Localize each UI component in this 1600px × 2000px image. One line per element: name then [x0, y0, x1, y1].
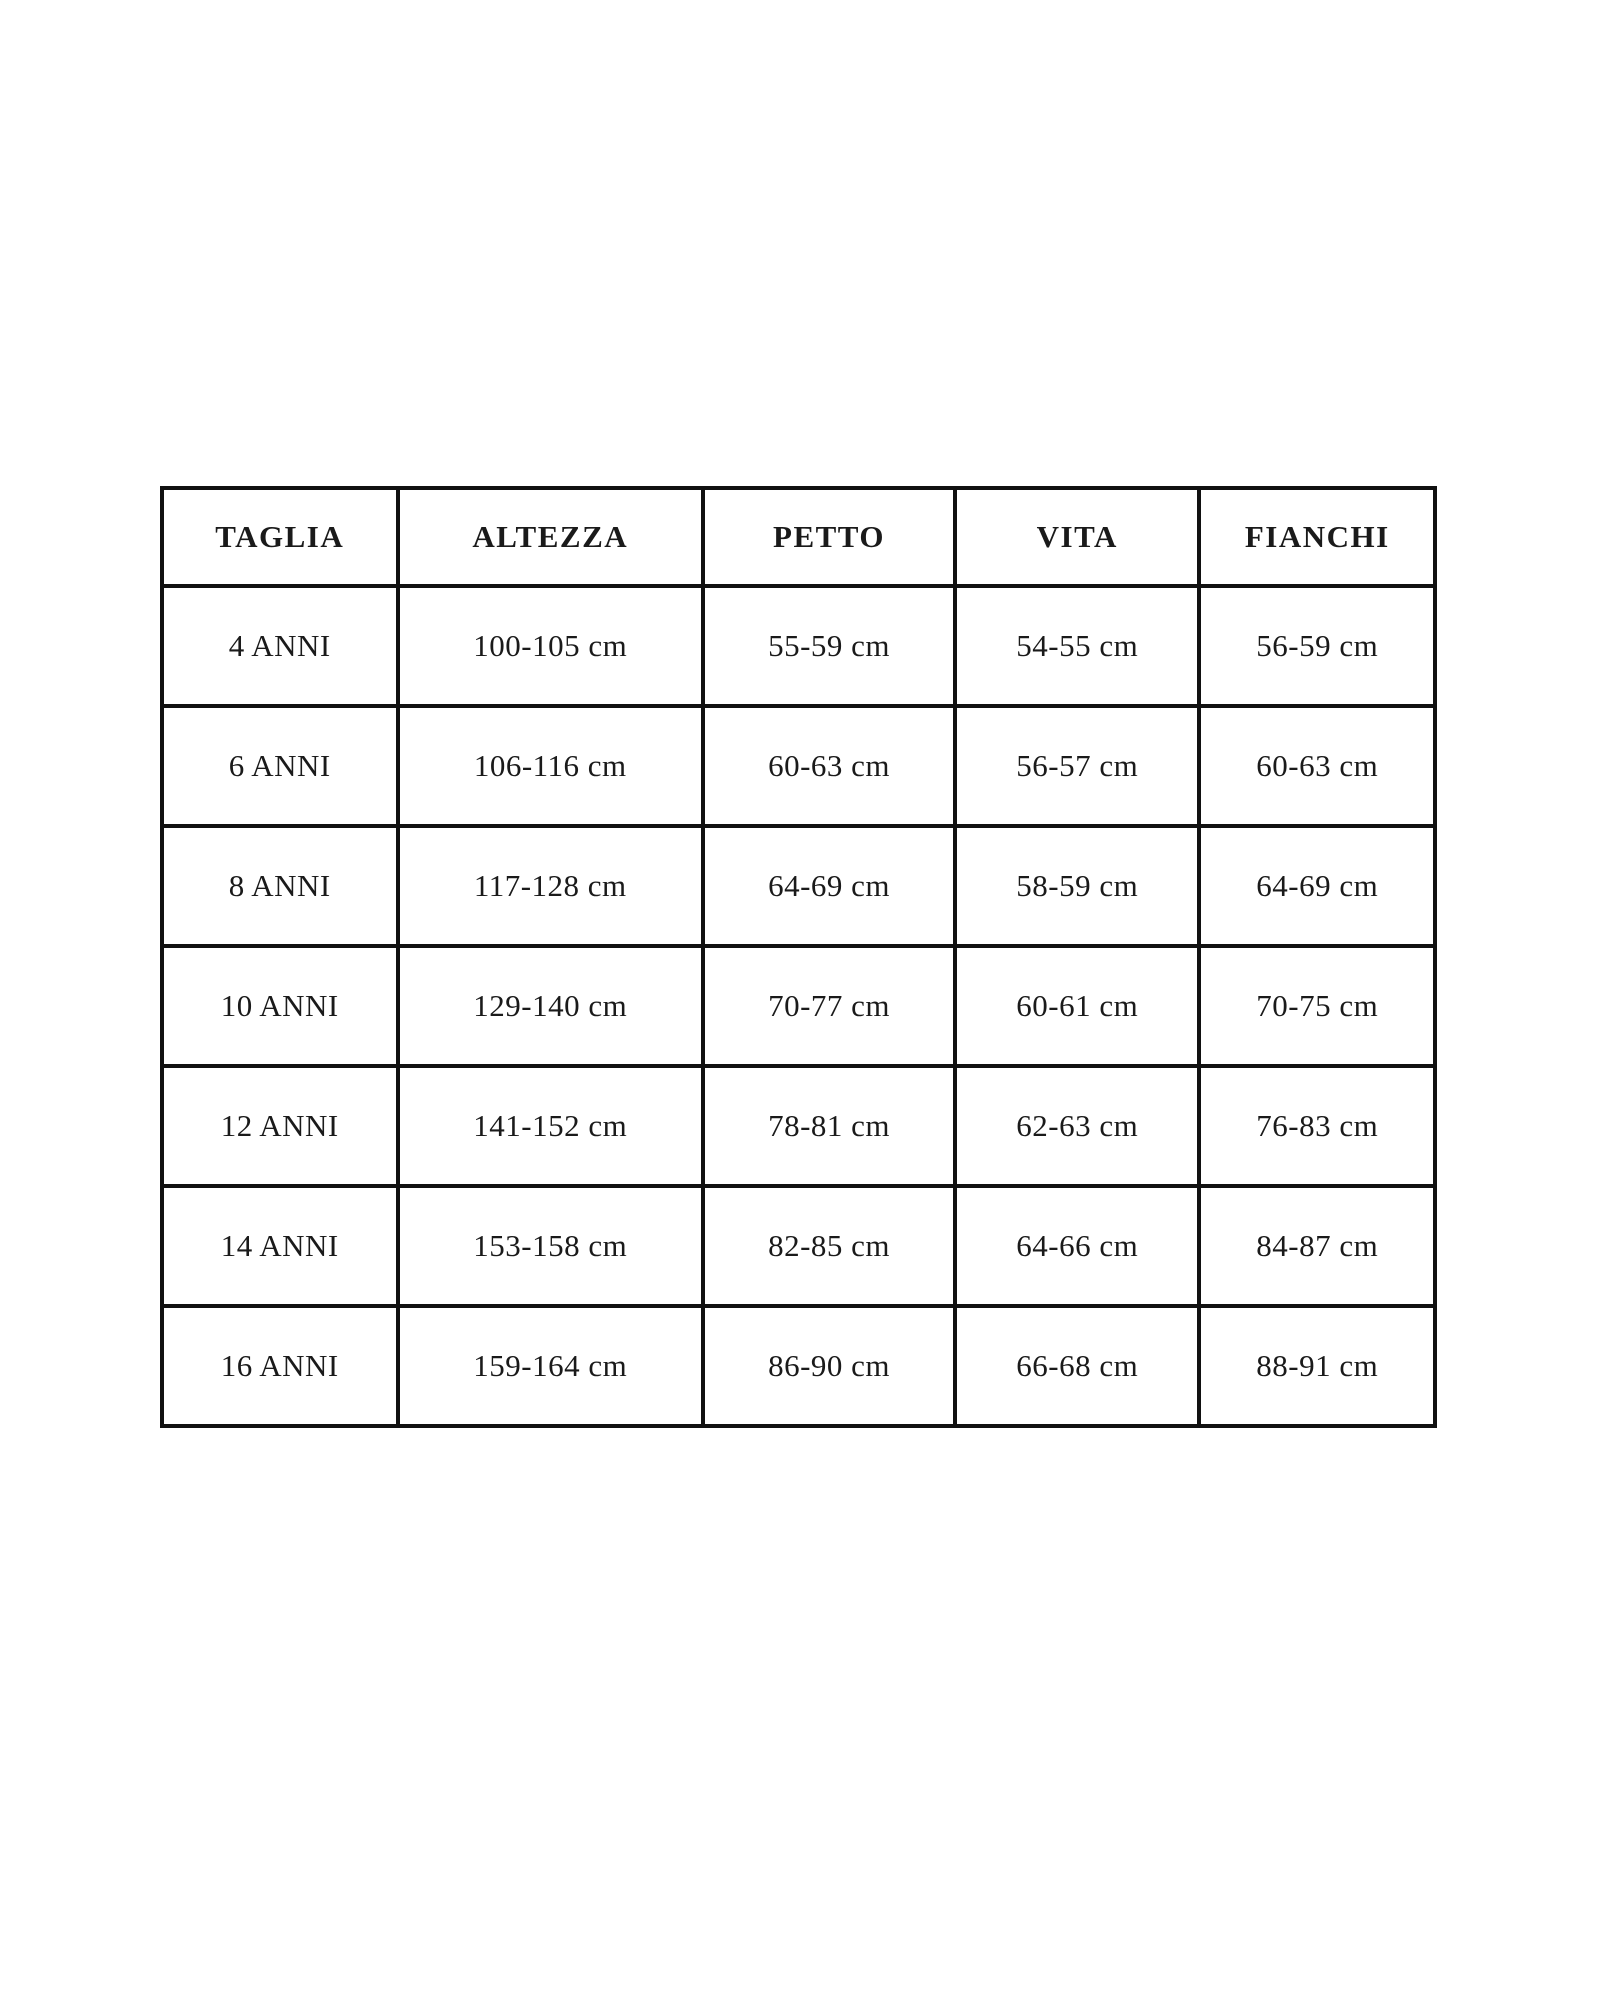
size-chart-header: [162, 488, 1435, 586]
cell-vita: 60-61 cm: [955, 946, 1199, 1066]
table-row: [162, 946, 1435, 1066]
size-chart-body: [162, 586, 1435, 1426]
table-row: [162, 706, 1435, 826]
cell-vita: 58-59 cm: [955, 826, 1199, 946]
header-altezza: ALTEZZA: [398, 488, 704, 586]
cell-altezza: 141-152 cm: [398, 1066, 704, 1186]
header-petto: PETTO: [703, 488, 955, 586]
cell-fianchi: 70-75 cm: [1199, 946, 1435, 1066]
cell-altezza: 106-116 cm: [398, 706, 704, 826]
table-row: [162, 1066, 1435, 1186]
cell-petto: 70-77 cm: [703, 946, 955, 1066]
cell-altezza: 117-128 cm: [398, 826, 704, 946]
table-row: [162, 826, 1435, 946]
cell-vita: 54-55 cm: [955, 586, 1199, 706]
cell-petto: 82-85 cm: [703, 1186, 955, 1306]
cell-taglia: 6 ANNI: [162, 706, 398, 826]
cell-taglia: 8 ANNI: [162, 826, 398, 946]
table-row: [162, 586, 1435, 706]
cell-vita: 64-66 cm: [955, 1186, 1199, 1306]
cell-vita: 62-63 cm: [955, 1066, 1199, 1186]
cell-taglia: 4 ANNI: [162, 586, 398, 706]
cell-petto: 86-90 cm: [703, 1306, 955, 1426]
cell-taglia: 14 ANNI: [162, 1186, 398, 1306]
cell-petto: 55-59 cm: [703, 586, 955, 706]
cell-petto: 78-81 cm: [703, 1066, 955, 1186]
cell-altezza: 153-158 cm: [398, 1186, 704, 1306]
size-chart-table: [160, 486, 1437, 1428]
cell-petto: 64-69 cm: [703, 826, 955, 946]
cell-vita: 56-57 cm: [955, 706, 1199, 826]
cell-fianchi: 56-59 cm: [1199, 586, 1435, 706]
cell-fianchi: 64-69 cm: [1199, 826, 1435, 946]
header-vita: VITA: [955, 488, 1199, 586]
cell-fianchi: 60-63 cm: [1199, 706, 1435, 826]
cell-taglia: 10 ANNI: [162, 946, 398, 1066]
table-row: [162, 1306, 1435, 1426]
cell-altezza: 100-105 cm: [398, 586, 704, 706]
cell-taglia: 12 ANNI: [162, 1066, 398, 1186]
cell-vita: 66-68 cm: [955, 1306, 1199, 1426]
header-taglia: TAGLIA: [162, 488, 398, 586]
cell-fianchi: 76-83 cm: [1199, 1066, 1435, 1186]
table-row: [162, 1186, 1435, 1306]
header-row: [162, 488, 1435, 586]
header-fianchi: FIANCHI: [1199, 488, 1435, 586]
cell-taglia: 16 ANNI: [162, 1306, 398, 1426]
cell-altezza: 129-140 cm: [398, 946, 704, 1066]
cell-petto: 60-63 cm: [703, 706, 955, 826]
cell-fianchi: 84-87 cm: [1199, 1186, 1435, 1306]
cell-fianchi: 88-91 cm: [1199, 1306, 1435, 1426]
cell-altezza: 159-164 cm: [398, 1306, 704, 1426]
